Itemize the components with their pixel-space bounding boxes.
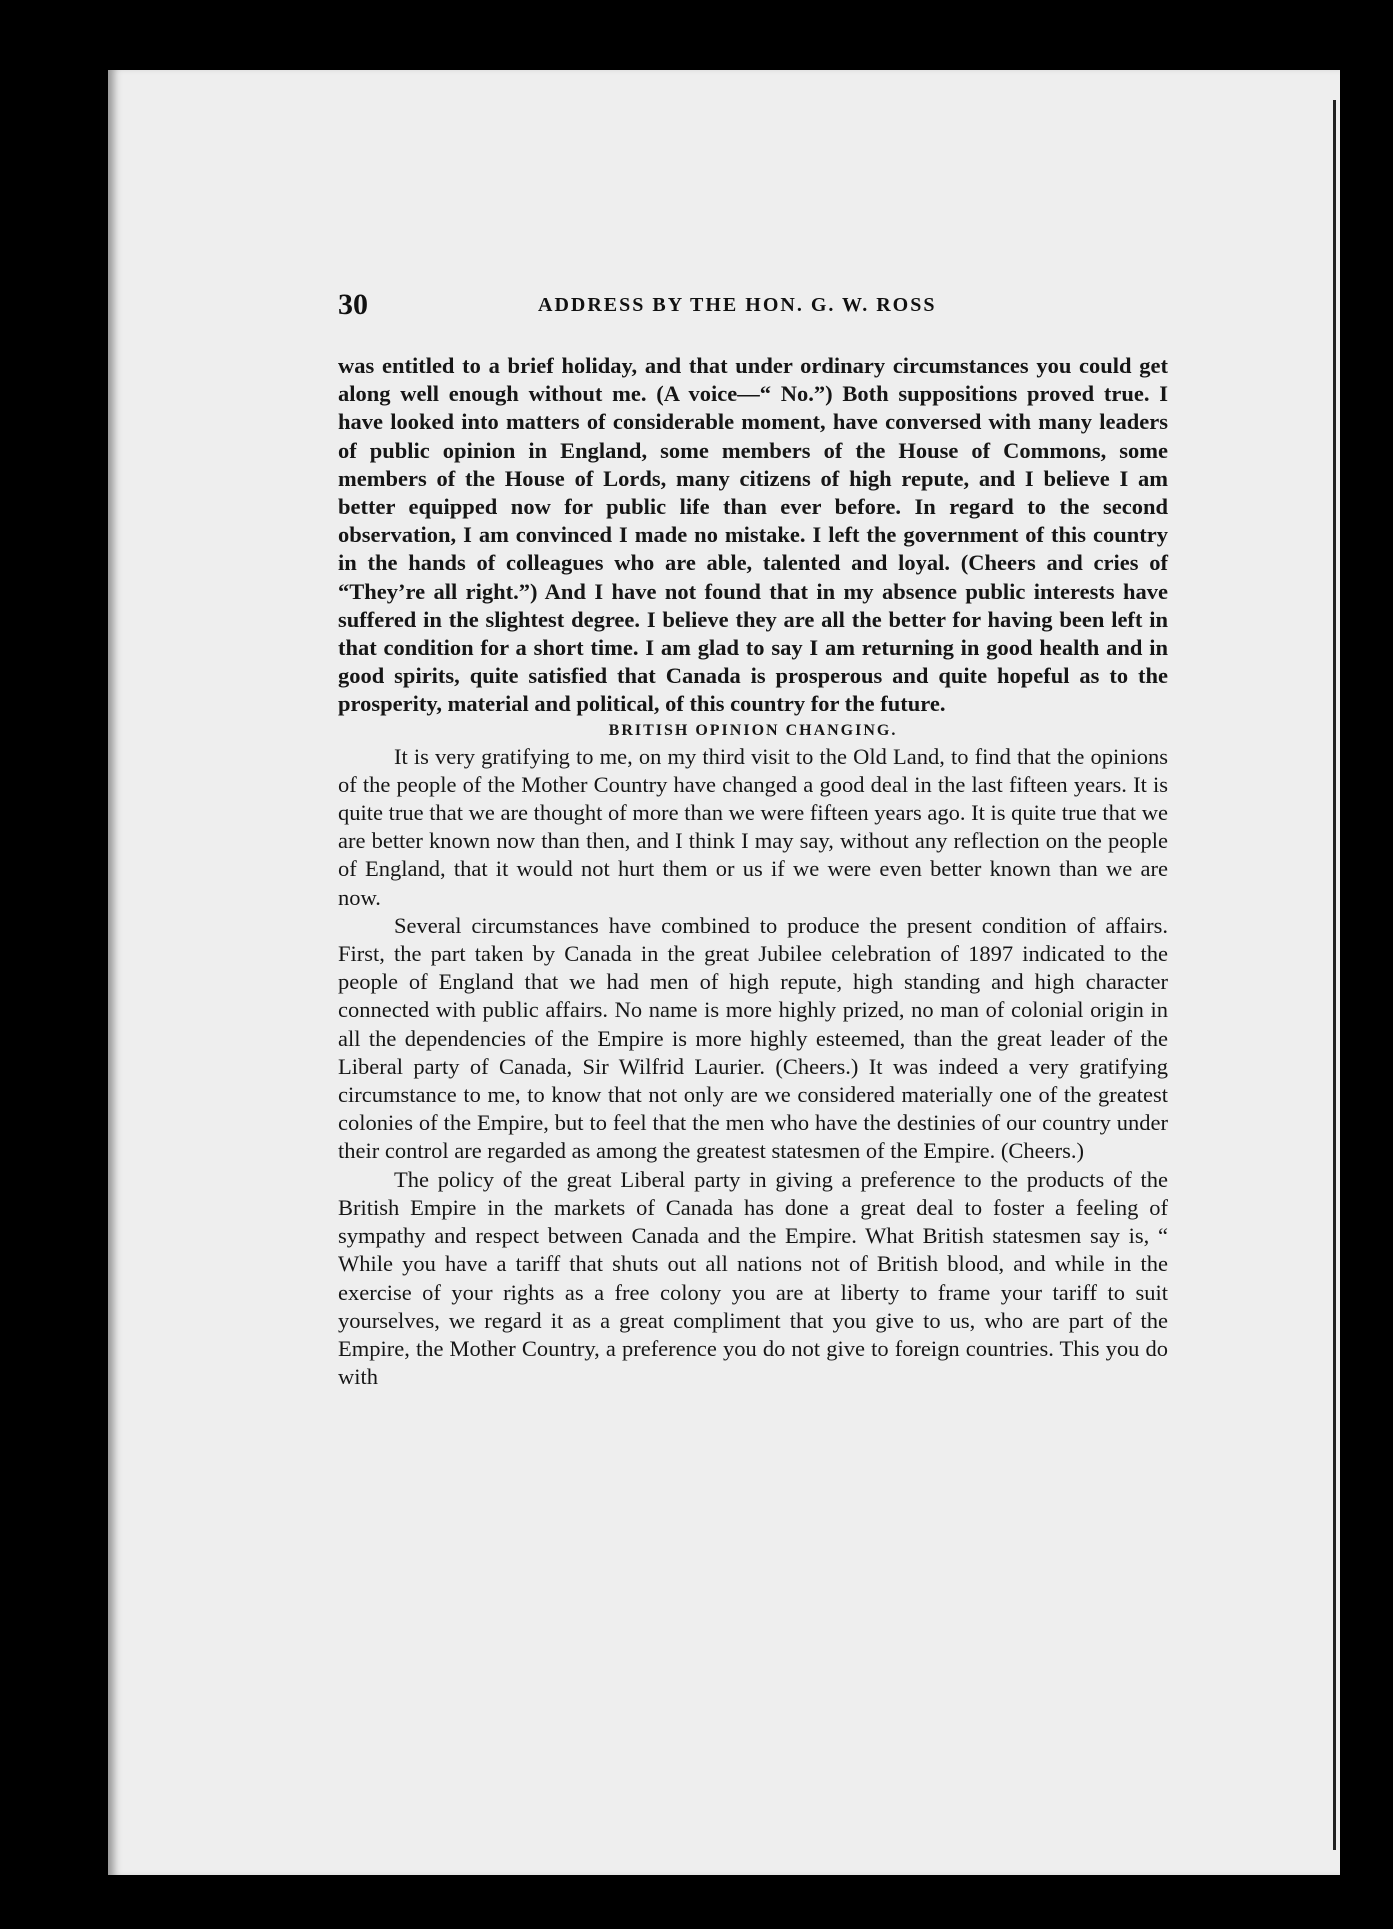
paragraph-1: was entitled to a brief holiday, and that under ordinary circumstances you could get along well enough without me. (A voice—“ No.”) Both suppositions proved true. I have looked into matters of considerable moment, have conversed with many leaders of public opinion in England, some members of the House of Commons, some members of the House of Lords, many citizens of high repute, and I believe I am better equipped now for public life than ever before. In regard to the second observation, I am convinced I made no mistake. I left the government of this country in the hands of colleagues who are able, talented and loyal. (Cheers and cries of “They’re all right.”) And I have not found that in my absence public interests have suffered in the slightest degree. I believe they are all the better for having been left in that condition for a short time. I am glad to say I am returning in good health and in good spirits, quite satisfied that Canada is prosperous and quite hopeful as to the prosperity, material and political, of this country for the future. bbox=[338, 353, 1168, 717]
page-header bbox=[338, 288, 1168, 328]
paragraph-3: Several circumstances have combined to produce the present condition of affairs. First, the part taken by Canada in the great Jubilee celebration of 1897 indicated to the people of England that we had men of high repute, high standing and high character connected with public affairs. No name is more highly prized, no man of colonial origin in all the dependencies of the Empire is more highly esteemed, than the great leader of the Liberal party of Canada, Sir Wilfrid Laurier. (Cheers.) It was indeed a very gratifying circumstance to me, to know that not only are we considered materially one of the greatest colonies of the Empire, but to feel that the men who have the destinies of our country under their control are regarded as among the greatest statesmen of the Empire. (Cheers.) bbox=[338, 912, 1168, 1164]
running-head: ADDRESS BY THE HON. G. W. ROSS bbox=[538, 294, 937, 316]
body-text bbox=[338, 352, 1168, 1391]
paragraph-2: It is very gratifying to me, on my third visit to the Old Land, to find that the opinions of the people of the Mother Country have changed a good deal in the last fifteen years. It is quite true that we are thought of more than we were fifteen years ago. It is quite true that we are better known now than then, and I think I may say, without any reflection on the people of England, that it would not hurt them or us if we were even better known than we are now. bbox=[338, 743, 1168, 910]
paragraph-4: The policy of the great Liberal party in giving a preference to the products of the British Empire in the markets of Canada has done a great deal to foster a feeling of sympathy and respect between Canada and the Empire. What British statesmen say is, “ While you have a tariff that shuts out all nations not of British blood, and while in the exercise of your rights as a free colony you are at liberty to frame your tariff to suit yourselves, we regard it as a great compliment that you give to us, who are part of the Empire, the Mother Country, a preference you do not give to foreign countries. This you do with bbox=[338, 1166, 1168, 1390]
section-heading: BRITISH OPINION CHANGING. bbox=[608, 721, 898, 739]
page-number: 30 bbox=[338, 288, 368, 321]
page-edge bbox=[1333, 100, 1336, 1850]
